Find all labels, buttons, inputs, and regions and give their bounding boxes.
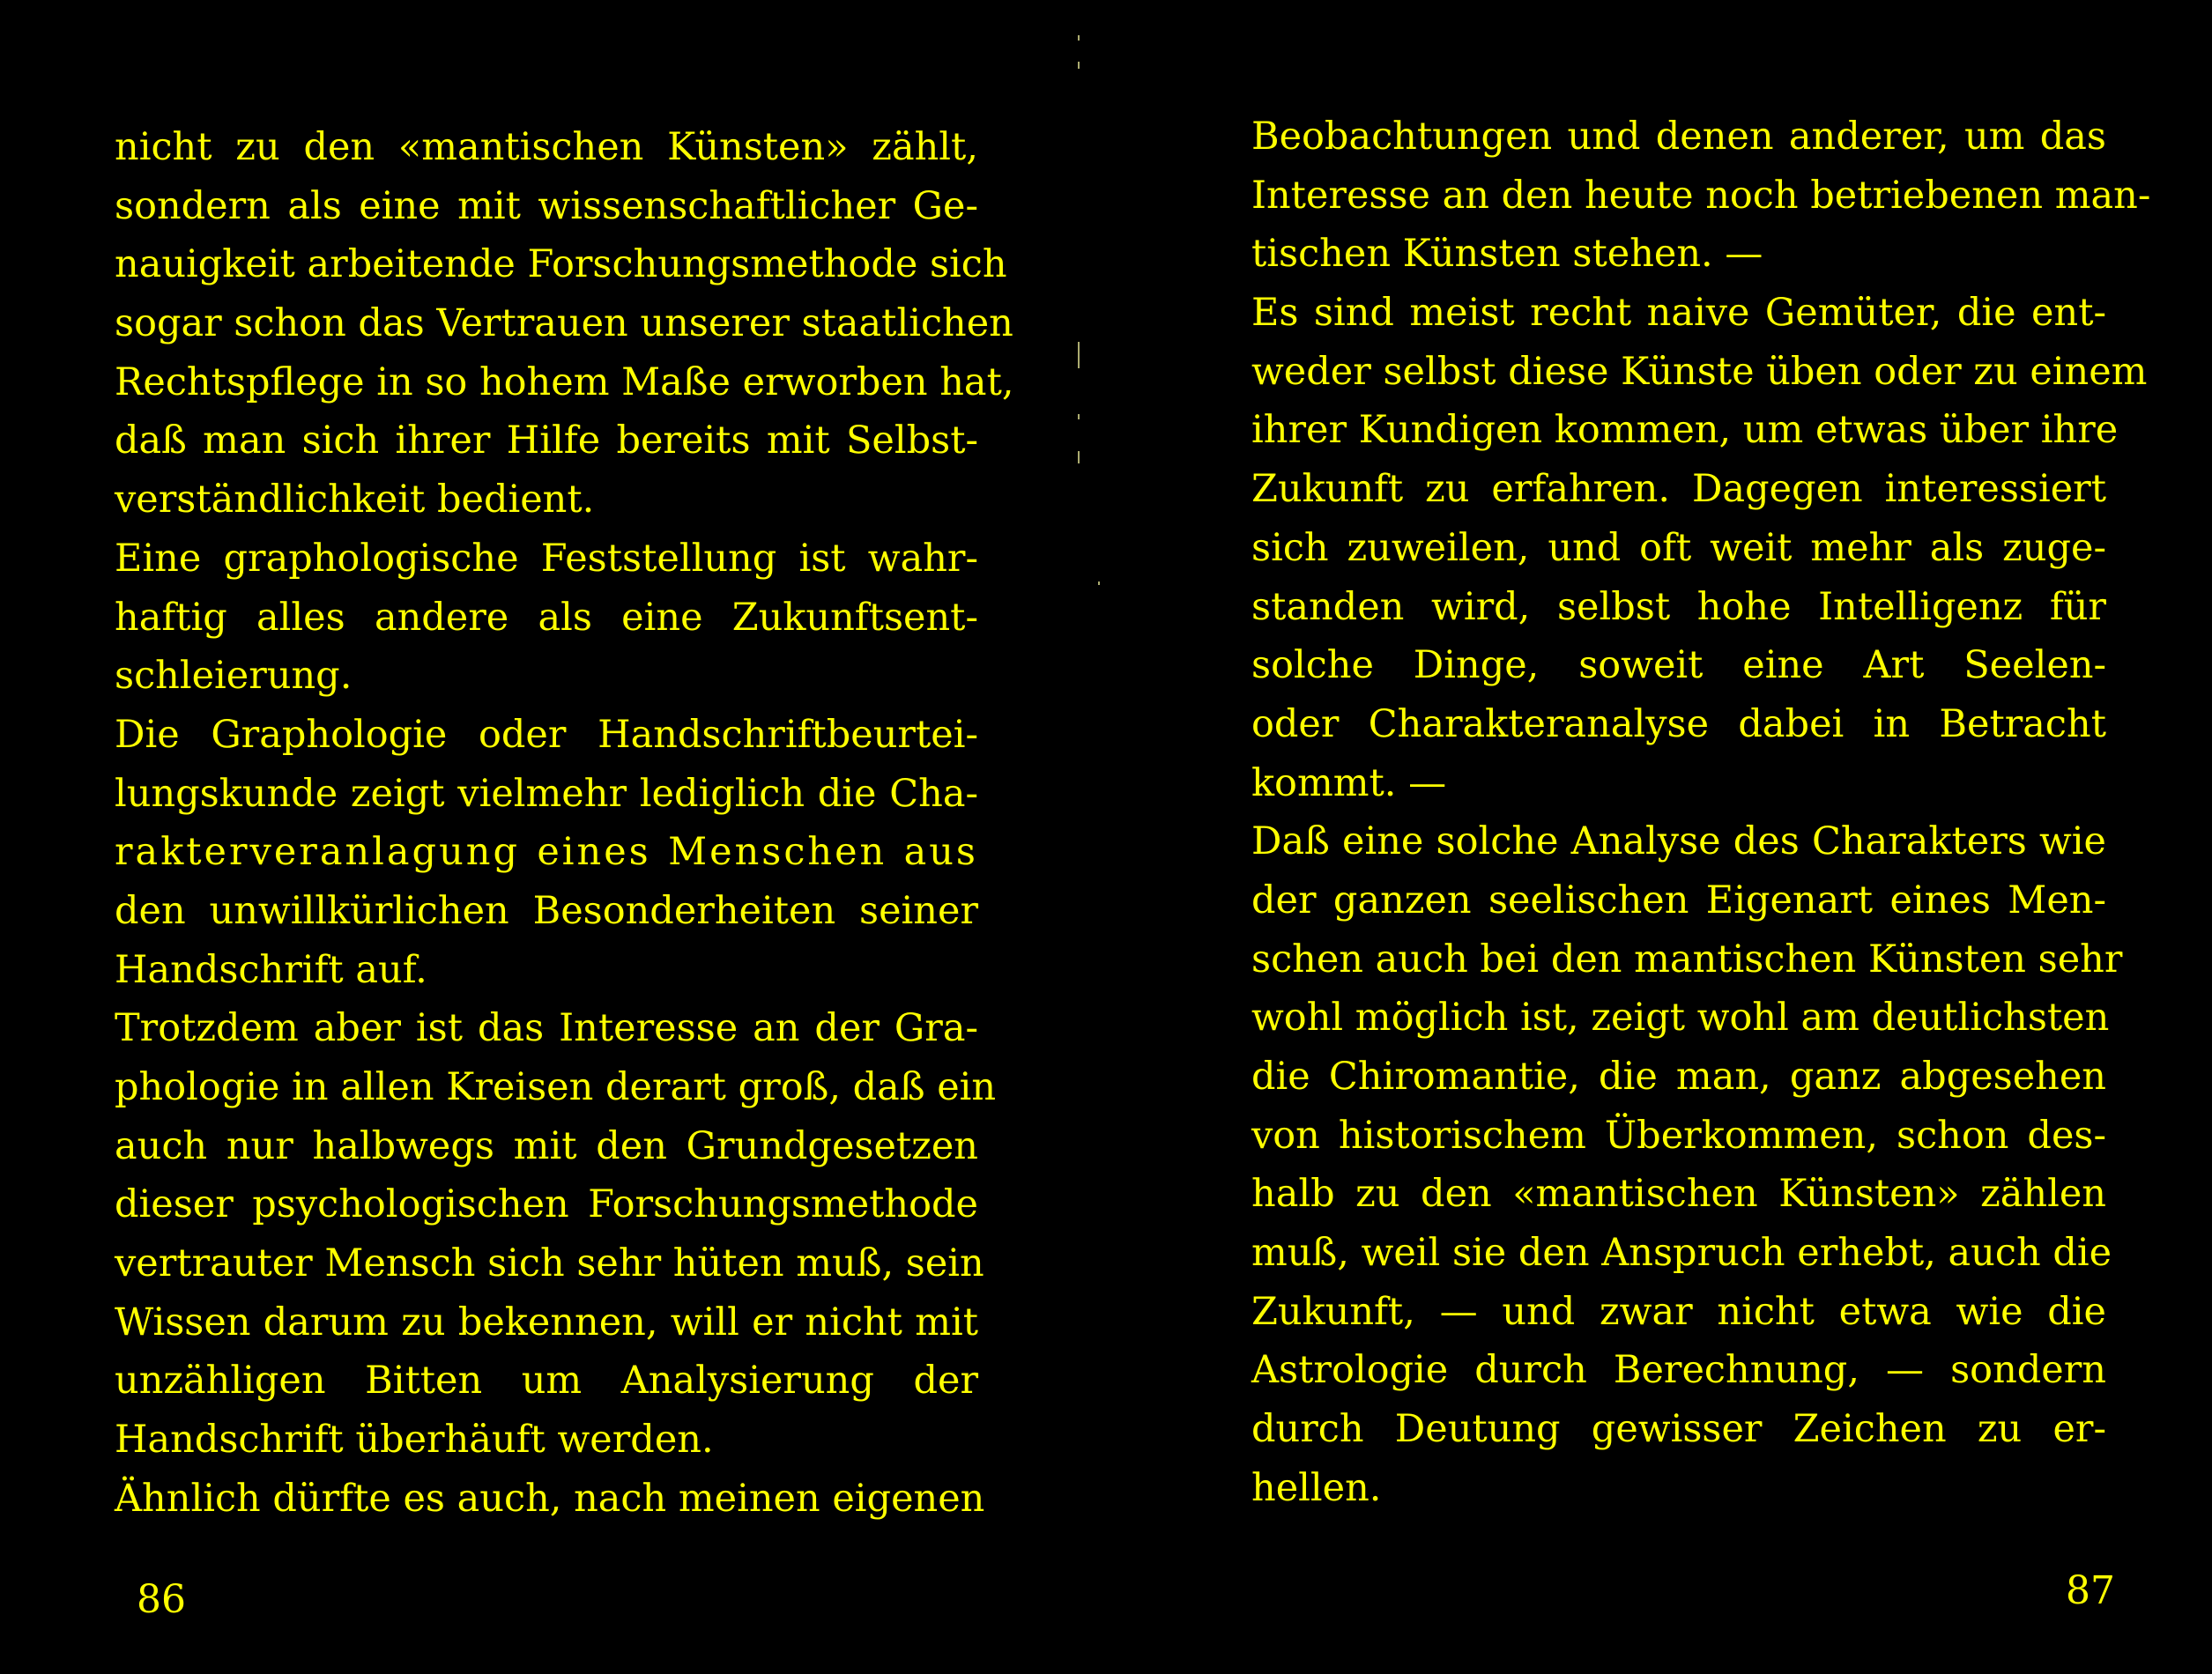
text-line: tischen Künsten stehen. — [1251, 232, 1763, 277]
text-line: weder selbst diese Künste üben oder zu einem [1251, 349, 2148, 394]
gutter-mark [1078, 35, 1080, 41]
text-line: sogar schon das Vertrauen unserer staatlichen [115, 301, 1013, 346]
text-line: schen auch bei den mantischen Künsten sehr [1251, 937, 2123, 981]
text-line: schleierung. [115, 654, 353, 699]
gutter-mark [1078, 414, 1080, 419]
text-line: standen wird, selbst hohe Intelligenz für [1251, 584, 2106, 629]
text-line: Interesse an den heute noch betriebenen man- [1251, 173, 2151, 218]
text-line: haftig alles andere als eine Zukunftsent- [115, 595, 978, 640]
text-line: halb zu den «mantischen Künsten» zählen [1251, 1172, 2106, 1217]
text-line: muß, weil sie den Anspruch erhebt, auch die [1251, 1231, 2112, 1276]
text-line: Eine graphologische Feststellung ist wahr- [115, 536, 978, 581]
text-line: solche Dinge, soweit eine Art Seelen- [1251, 643, 2106, 688]
text-line: verständlichkeit bedient. [115, 478, 595, 522]
page-number: 86 [137, 1577, 186, 1622]
text-line: daß man sich ihrer Hilfe bereits mit Selbst- [115, 418, 978, 463]
text-line: dieser psychologischen Forschungsmethode [115, 1182, 978, 1227]
text-line: von historischem Überkommen, schon des- [1251, 1113, 2106, 1158]
right-page [1128, 0, 2212, 1674]
text-line: Beobachtungen und denen anderer, um das [1251, 115, 2106, 159]
right-page-text [1251, 107, 2151, 1518]
text-line: Wissen darum zu bekennen, will er nicht mit [115, 1300, 978, 1344]
left-page-text [115, 118, 1014, 1529]
text-line: durch Deutung gewisser Zeichen zu er- [1251, 1407, 2106, 1452]
text-line: die Chiromantie, die man, ganz abgesehen [1251, 1055, 2106, 1099]
text-line: Trotzdem aber ist das Interesse an der Gra- [115, 1006, 978, 1051]
left-page [0, 0, 1084, 1674]
text-line: nauigkeit arbeitende Forschungsmethode sich [115, 242, 1007, 287]
text-line: Die Graphologie oder Handschriftbeurtei- [115, 712, 978, 757]
text-line: hellen. [1251, 1465, 1382, 1510]
gutter-mark [1078, 451, 1080, 463]
gutter-mark [1098, 581, 1100, 585]
text-line: Handschrift überhäuft werden. [115, 1418, 714, 1463]
text-line: den unwillkürlichen Besonderheiten seiner [115, 888, 978, 933]
text-line: der ganzen seelischen Eigenart eines Men- [1251, 878, 2106, 922]
text-line: nicht zu den «mantischen Künsten» zählt, [115, 125, 978, 169]
gutter-mark [1078, 62, 1080, 69]
text-line: ihrer Kundigen kommen, um etwas über ihre [1251, 408, 2119, 453]
text-line: Zukunft zu erfahren. Dagegen interessiert [1251, 467, 2106, 512]
text-line: Daß eine solche Analyse des Charakters wie [1251, 819, 2106, 864]
gutter-mark [1078, 342, 1080, 368]
text-line: auch nur halbwegs mit den Grundgesetzen [115, 1123, 978, 1168]
text-line: rakterveranlagung eines Menschen aus [115, 830, 978, 875]
text-line: unzähligen Bitten um Analysierung der [115, 1359, 978, 1404]
text-line: wohl möglich ist, zeigt wohl am deutlichsten [1251, 996, 2110, 1041]
text-line: Es sind meist recht naive Gemüter, die ent- [1251, 291, 2106, 336]
text-line: phologie in allen Kreisen derart groß, daß ein [115, 1065, 997, 1109]
text-line: Zukunft, — und zwar nicht etwa wie die [1251, 1289, 2106, 1334]
text-line: oder Charakteranalyse dabei in Betracht [1251, 701, 2106, 746]
text-line: Ähnlich dürfte es auch, nach meinen eigenen [115, 1476, 985, 1521]
text-line: sich zuweilen, und oft weit mehr als zuge- [1251, 525, 2106, 570]
text-line: Astrologie durch Berechnung, — sondern [1251, 1348, 2106, 1393]
text-line: kommt. — [1251, 760, 1447, 805]
text-line: lungskunde zeigt vielmehr lediglich die Cha- [115, 771, 978, 816]
page-number: 87 [2066, 1568, 2115, 1613]
text-line: vertrauter Mensch sich sehr hüten muß, sein [115, 1241, 984, 1286]
text-line: Handschrift auf. [115, 947, 427, 992]
text-line: Rechtspflege in so hohem Maße erworben hat, [115, 359, 1014, 404]
text-line: sondern als eine mit wissenschaftlicher Ge- [115, 183, 978, 228]
